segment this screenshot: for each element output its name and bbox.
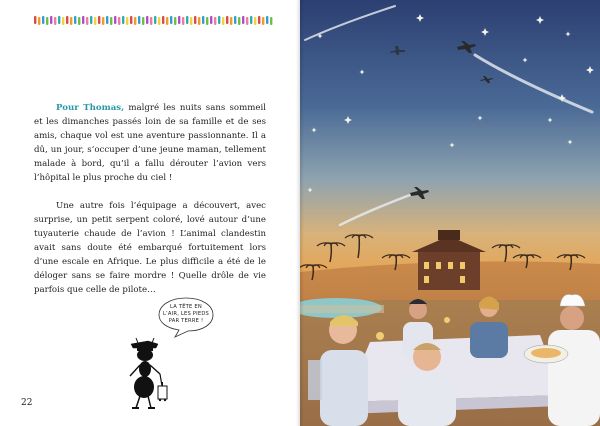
stripe-mark bbox=[146, 16, 148, 24]
stripe-mark bbox=[170, 16, 172, 24]
stripe-mark bbox=[70, 17, 72, 25]
stripe-mark bbox=[258, 16, 260, 24]
stripe-mark bbox=[50, 16, 52, 24]
stripe-mark bbox=[142, 17, 144, 25]
stripe-mark bbox=[42, 16, 44, 24]
stripe-mark bbox=[206, 17, 208, 25]
stripe-mark bbox=[194, 16, 196, 24]
stripe-mark bbox=[186, 16, 188, 24]
bubble-line: L’AIR, LES PIEDS bbox=[162, 311, 210, 317]
stripe-mark bbox=[134, 17, 136, 25]
paragraph-1 bbox=[34, 101, 266, 185]
stripe-mark bbox=[214, 17, 216, 25]
stripe-mark bbox=[242, 16, 244, 24]
right-page-illustration bbox=[300, 0, 600, 426]
night-terrace-scene bbox=[300, 0, 600, 426]
stripe-mark bbox=[62, 17, 64, 25]
bubble-line: PAR TERRE ! bbox=[168, 318, 204, 324]
page-number: 22 bbox=[21, 398, 33, 408]
story-text bbox=[34, 101, 266, 311]
decorative-stripe bbox=[34, 16, 274, 25]
stripe-mark bbox=[90, 16, 92, 24]
stripe-mark bbox=[94, 17, 96, 25]
bubble-line: LA TÊTE EN bbox=[170, 304, 202, 310]
stripe-mark bbox=[166, 17, 168, 25]
stripe-mark bbox=[246, 17, 248, 25]
stripe-mark bbox=[106, 16, 108, 24]
stripe-mark bbox=[262, 17, 264, 25]
stripe-mark bbox=[58, 16, 60, 24]
stripe-mark bbox=[114, 16, 116, 24]
stripe-mark bbox=[218, 16, 220, 24]
stripe-mark bbox=[190, 17, 192, 25]
stripe-mark bbox=[266, 16, 268, 24]
stripe-mark bbox=[118, 17, 120, 25]
stripe-mark bbox=[102, 17, 104, 25]
stripe-mark bbox=[130, 16, 132, 24]
stripe-mark bbox=[66, 16, 68, 24]
stripe-mark bbox=[234, 16, 236, 24]
stripe-mark bbox=[38, 17, 40, 25]
highlight-name: Pour Thomas, bbox=[56, 103, 125, 113]
stripe-mark bbox=[126, 17, 128, 25]
stripe-mark bbox=[238, 17, 240, 25]
stripe-mark bbox=[162, 16, 164, 24]
stripe-mark bbox=[46, 17, 48, 25]
stripe-mark bbox=[178, 16, 180, 24]
stripe-mark bbox=[86, 17, 88, 25]
stripe-mark bbox=[222, 17, 224, 25]
stripe-mark bbox=[254, 17, 256, 25]
paragraph-2: Une autre fois l’équipage a découvert, avec surprise, un petit serpent coloré, lové autour d’une tuyauterie chaude de l’avion ! L’animal clandestin avait sans doute été embarqué fortuitement lors d’une escale en Afrique. Le plus difficile a été de le déloger sans se faire mordre ! Quelle drôle de vie parfois que celle de pilote… bbox=[34, 201, 266, 295]
stripe-mark bbox=[202, 16, 204, 24]
stripe-mark bbox=[74, 16, 76, 24]
stripe-mark bbox=[210, 16, 212, 24]
stripe-mark bbox=[138, 16, 140, 24]
stripe-mark bbox=[110, 17, 112, 25]
stripe-mark bbox=[98, 16, 100, 24]
stripe-mark bbox=[154, 16, 156, 24]
paragraph-1-text: malgré les nuits sans sommeil et les dimanches passés loin de sa famille et de ses amis, chaque vol est une aventure passionnante. Il a dû, un jour, s’occuper d’une jeune maman, tellement malade à bord, qu’il a fallu dérouter l’avion vers l’hôpital le plus proche du ciel ! bbox=[34, 103, 266, 183]
speech-bubble-text bbox=[159, 304, 213, 325]
stripe-mark bbox=[82, 16, 84, 24]
stripe-mark bbox=[174, 17, 176, 25]
stripe-mark bbox=[226, 16, 228, 24]
stripe-mark bbox=[198, 17, 200, 25]
page-gutter-shadow bbox=[296, 0, 304, 426]
ant-pilot-illustration bbox=[118, 336, 178, 410]
stripe-mark bbox=[34, 16, 36, 24]
stripe-mark bbox=[230, 17, 232, 25]
stripe-mark bbox=[54, 17, 56, 25]
stripe-mark bbox=[182, 17, 184, 25]
stripe-mark bbox=[158, 17, 160, 25]
stripe-mark bbox=[250, 16, 252, 24]
stripe-mark bbox=[78, 17, 80, 25]
stripe-mark bbox=[122, 16, 124, 24]
stripe-mark bbox=[270, 17, 272, 25]
stripe-mark bbox=[150, 17, 152, 25]
